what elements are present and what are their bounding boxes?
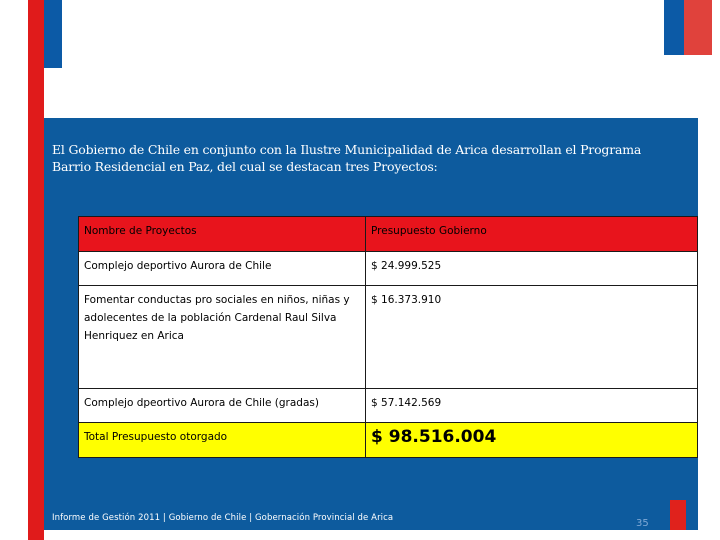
project-amount: $ 57.142.569 xyxy=(366,389,698,423)
bottom-right-red-block xyxy=(670,500,686,530)
top-right-red-block xyxy=(684,0,712,55)
project-amount: $ 24.999.525 xyxy=(366,252,698,286)
intro-paragraph: El Gobierno de Chile en conjunto con la Ilustre Municipalidad de Arica desarrollan el Programa Barrio Residencial en Paz, del cual se destacan tres Proyectos: xyxy=(52,142,642,174)
footer-text: Informe de Gestión 2011 | Gobierno de Chile | Gobernación Provincial de Arica xyxy=(52,513,394,523)
table-row xyxy=(79,286,698,389)
header-project-name: Nombre de Proyectos xyxy=(79,217,366,252)
top-right-blue-block xyxy=(664,0,684,55)
table-total-row xyxy=(79,423,698,458)
total-amount: $ 98.516.004 xyxy=(366,423,698,458)
projects-table xyxy=(78,216,698,458)
project-name: Complejo dpeortivo Aurora de Chile (gradas) xyxy=(79,389,366,423)
project-name: Fomentar conductas pro sociales en niños, niñas y adolecentes de la población Cardenal Raul Silva Henriquez en Arica xyxy=(79,286,366,389)
table-row xyxy=(79,252,698,286)
header-budget: Presupuesto Gobierno xyxy=(366,217,698,252)
left-blue-block xyxy=(44,0,62,68)
total-label: Total Presupuesto otorgado xyxy=(79,423,366,458)
table-row xyxy=(79,389,698,423)
project-amount: $ 16.373.910 xyxy=(366,286,698,389)
table-header-row xyxy=(79,217,698,252)
page-number: 35 xyxy=(636,518,649,529)
project-name: Complejo deportivo Aurora de Chile xyxy=(79,252,366,286)
left-red-stripe xyxy=(28,0,44,540)
